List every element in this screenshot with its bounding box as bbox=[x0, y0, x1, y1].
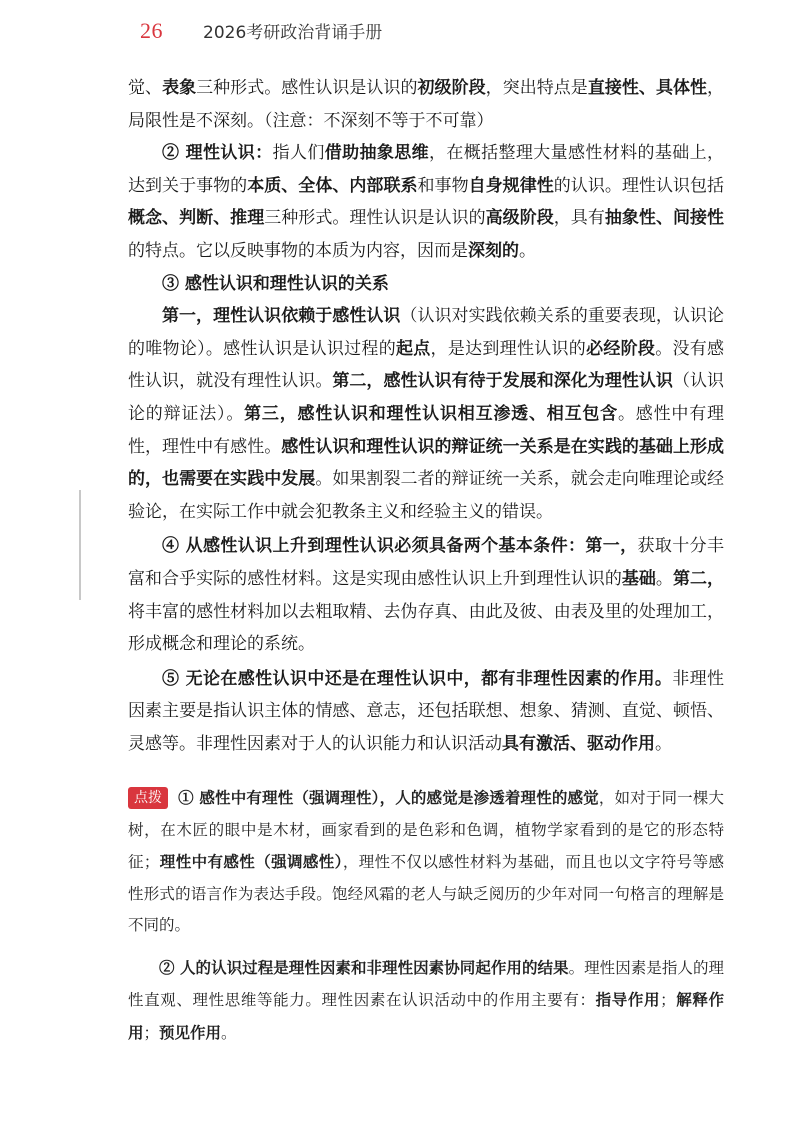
bold-text: 初级阶段 bbox=[417, 78, 486, 98]
bold-text: 直接性、具体性 bbox=[587, 78, 708, 98]
text-run: 三种形式。感性认识是认识的 bbox=[196, 78, 418, 98]
bold-text: 必经阶段 bbox=[586, 338, 656, 359]
bold-text: 表象 bbox=[162, 78, 197, 98]
text-run: 。 bbox=[519, 240, 536, 261]
text-run: 的特点。它以反映事物的本质为内容，因而是 bbox=[128, 240, 468, 261]
text-run: ，局限性是不深刻。（注意：不深刻不等于不可靠） bbox=[128, 78, 725, 131]
text-run: ，突出特点是 bbox=[485, 78, 588, 98]
text-run: ； bbox=[660, 991, 676, 1010]
paragraph bbox=[128, 300, 724, 528]
bold-text: 抽象性、间接性 bbox=[604, 208, 725, 229]
bold-text: 解释作用 bbox=[128, 990, 724, 1042]
bold-text: 深刻的 bbox=[468, 240, 519, 261]
text-run: 。感性中有理性，理性中有感性。 bbox=[128, 403, 725, 457]
text-run: （认识对实践依赖关系的重要表现，认识论的唯物论）。感性认识是认识过程的 bbox=[128, 306, 724, 359]
text-run: 。没有感性认识，就没有理性认识。 bbox=[128, 338, 725, 392]
bold-text: 预见作用 bbox=[159, 1022, 222, 1042]
text-run: ，理性不仅以感性材料为基础，而且也以文字符号等感性形式的语言作为表达手段。饱经风霜的老人与缺乏阅历的少年对同一句格言的理解是不同的。 bbox=[128, 853, 724, 935]
tip-paragraph bbox=[128, 782, 724, 942]
text-run: 将丰富的感性材料加以去粗取精、去伪存真、由此及彼、由表及里的处理加工，形成概念和理论的系统。 bbox=[128, 601, 724, 655]
bold-text: 第三，感性认识和理性认识相互渗透、相互包含 bbox=[244, 403, 618, 424]
text-run: 。理性因素是指人的理性直观、理性思维等能力。理性因素在认识活动中的作用主要有： bbox=[128, 958, 724, 1010]
text-run: ，具有 bbox=[553, 208, 605, 229]
bold-text: 起点 bbox=[395, 338, 431, 359]
bold-text: 理性中有感性（强调感性） bbox=[159, 852, 343, 872]
bold-text: ④ 从感性认识上升到理性认识必须具备两个基本条件：第一， bbox=[162, 536, 638, 557]
text-run: 三种形式。理性认识是认识的 bbox=[264, 208, 486, 229]
bold-text: 自身规律性 bbox=[468, 175, 554, 196]
paragraph bbox=[128, 530, 724, 660]
bold-text: ⑤ 无论在感性认识中还是在理性认识中，都有非理性因素的作用。 bbox=[162, 668, 673, 689]
bold-text: 概念、判断、推理 bbox=[128, 208, 265, 229]
text-run: 非理性因素主要是指认识主体的情感、意志，还包括联想、想象、猜测、直觉、顿悟、灵感等。非理性因素对于人的认识能力和认识活动 bbox=[128, 668, 725, 754]
text-run: 。如果割裂二者的辩证统一关系，就会走向唯理论或经验论，在实际工作中就会犯教条主义和经验主义的错误。 bbox=[128, 469, 725, 522]
paragraph bbox=[128, 72, 724, 137]
paragraph bbox=[128, 268, 724, 301]
text-run: 。 bbox=[221, 1023, 237, 1042]
tip-label-badge: 点拨 bbox=[128, 787, 168, 809]
text-run: 。 bbox=[655, 568, 673, 589]
bold-text: 指导作用 bbox=[595, 990, 661, 1010]
bold-text: 基础 bbox=[621, 568, 656, 589]
bold-text: ① 感性中有理性（强调理性），人的感觉是渗透着理性的感觉 bbox=[178, 788, 599, 808]
bold-text: 借助抽象思维 bbox=[324, 143, 429, 164]
text-run: 觉、 bbox=[128, 78, 163, 98]
page-number: 26 bbox=[140, 18, 163, 43]
book-title: 2026考研政治背诵手册 bbox=[203, 23, 383, 43]
text-run: 指人们 bbox=[272, 143, 325, 164]
text-run: ； bbox=[143, 1023, 160, 1042]
page-edge-mark bbox=[79, 490, 81, 600]
paragraph bbox=[128, 137, 724, 267]
tip-block bbox=[128, 782, 724, 1049]
bold-text: 高级阶段 bbox=[485, 208, 554, 229]
main-text bbox=[128, 72, 724, 1049]
text-run: （认识论的辩证法）。 bbox=[128, 371, 725, 424]
bold-text: 本质、全体、内部联系 bbox=[247, 175, 418, 196]
text-run: 和事物 bbox=[417, 175, 469, 196]
body-paragraphs bbox=[128, 72, 724, 760]
bold-text: 第二，感性认识有待于发展和深化为理性认识 bbox=[332, 371, 673, 392]
bold-text: ② 理性认识： bbox=[162, 143, 273, 164]
text-run: 获取十分丰富和合乎实际的感性材料。这是实现由感性认识上升到理性认识的 bbox=[128, 536, 725, 589]
page-header bbox=[140, 18, 740, 54]
bold-text: 具有激活、驱动作用 bbox=[502, 733, 655, 754]
bold-text: ② 人的认识过程是理性因素和非理性因素协同起作用的结果 bbox=[159, 957, 569, 977]
tip-paragraphs bbox=[128, 782, 724, 1049]
tip-paragraph bbox=[128, 952, 724, 1050]
text-run: ，是达到理性认识的 bbox=[430, 338, 587, 359]
text-run: 。 bbox=[655, 733, 672, 754]
text-run: 的认识。理性认识包括 bbox=[553, 175, 725, 196]
bold-text: 第二， bbox=[672, 568, 725, 589]
text-run: ，如对于同一棵大树，在木匠的眼中是木材，画家看到的是色彩和色调，植物学家看到的是它的形态特征； bbox=[128, 789, 724, 872]
paragraph bbox=[128, 663, 724, 761]
bold-text: ③ 感性认识和理性认识的关系 bbox=[162, 273, 389, 294]
text-run: ，在概括整理大量感性材料的基础上，达到关于事物的 bbox=[128, 143, 725, 196]
bold-text: 第一，理性认识依赖于感性认识 bbox=[162, 306, 401, 327]
bold-text: 感性认识和理性认识的辩证统一关系是在实践的基础上形成的，也需要在实践中发展 bbox=[128, 436, 724, 490]
